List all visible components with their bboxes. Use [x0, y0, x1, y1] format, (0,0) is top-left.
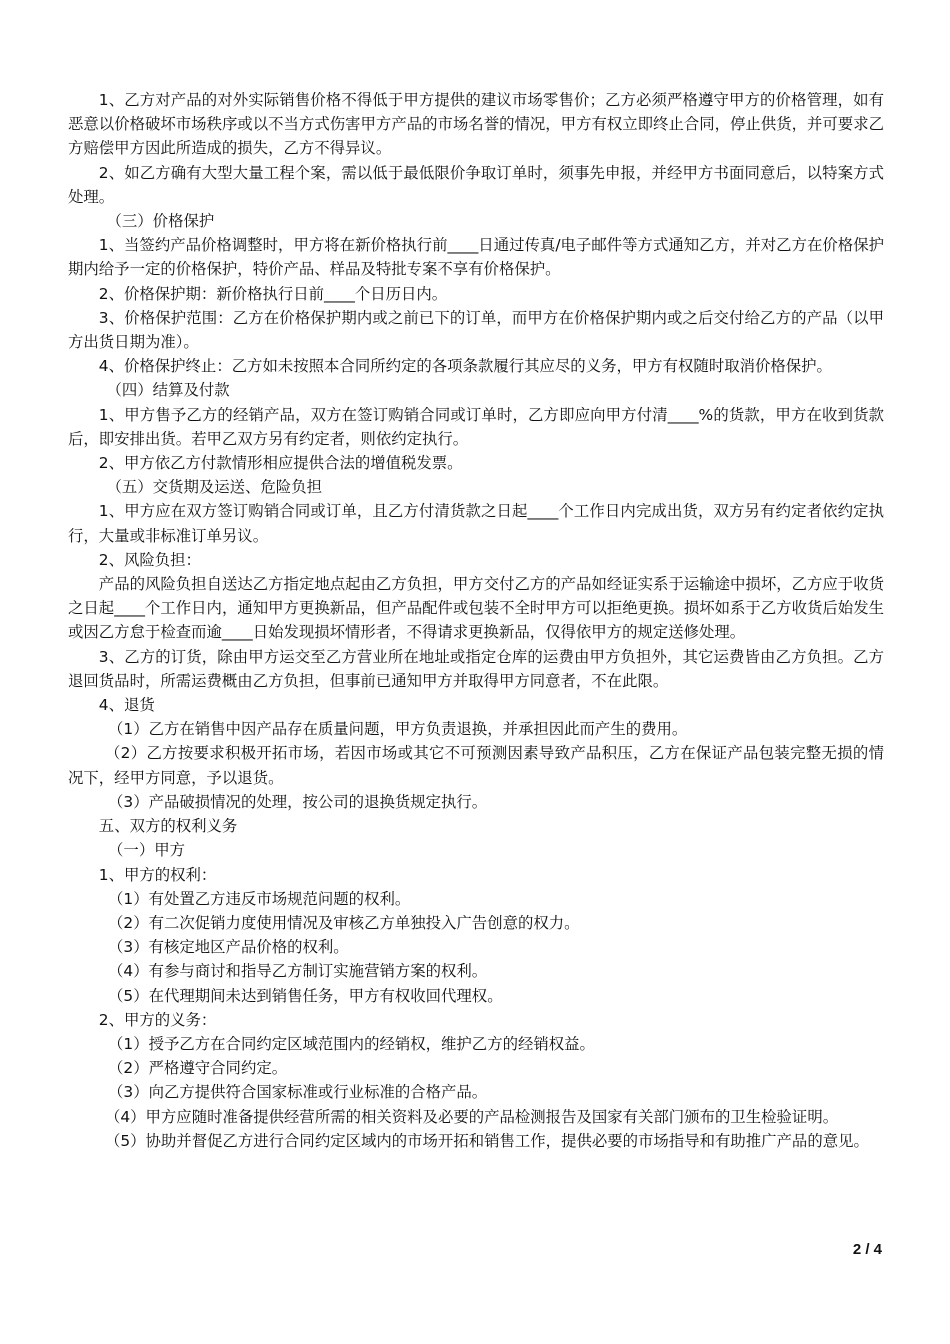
paragraph: 1、当签约产品价格调整时，甲方将在新价格执行前____日通过传真/电子邮件等方式通知乙方，并对乙方在价格保护期内给予一定的价格保护，特价产品、样品及特批专案不享有价格保护。 — [68, 236, 884, 279]
list-item: （2）严格遵守合同约定。 — [108, 1059, 288, 1078]
section-heading: （五）交货期及运送、危险负担 — [106, 478, 322, 497]
paragraph: 2、如乙方确有大型大量工程个案，需以低于最低限价争取订单时，须事先申报，并经甲方书面同意后，以特案方式处理。 — [68, 163, 884, 206]
paragraph: 1、甲方的权利： — [98, 865, 217, 884]
paragraph: 2、风险负担： — [98, 550, 201, 569]
list-item: （5）协助并督促乙方进行合同约定区域内的市场开拓和销售工作，提供必要的市场指导和有助推广产品的意见。 — [104, 1131, 869, 1150]
paragraph: 2、甲方的义务： — [98, 1010, 217, 1029]
paragraph: 4、价格保护终止：乙方如未按照本合同所约定的各项条款履行其应尽的义务，甲方有权随时取消价格保护。 — [98, 357, 832, 376]
section-heading: （一）甲方 — [108, 841, 185, 860]
list-item: （1）乙方在销售中因产品存在质量问题，甲方负责退换，并承担因此而产生的费用。 — [108, 720, 688, 739]
paragraph: 产品的风险负担自送达乙方指定地点起由乙方负担，甲方交付乙方的产品如经证实系于运输途中损坏，乙方应于收货之日起____个工作日内，通知甲方更换新品，但产品配件或包装不全时甲方可以拒绝更换。损坏如系于乙方收货后始发生或因乙方怠于检查而逾____日始发现损坏情形者，不得请求更换新品，仅得依甲方的规定送修处理。 — [68, 575, 884, 642]
list-item: （2）有二次促销力度使用情况及审核乙方单独投入广告创意的权力。 — [108, 913, 580, 932]
paragraph: 3、乙方的订货，除由甲方运交至乙方营业所在地址或指定仓库的运费由甲方负担外，其它运费皆由乙方负担。乙方退回货品时，所需运费概由乙方负担，但事前已通知甲方并取得甲方同意者，不在此限。 — [68, 647, 884, 690]
list-item: （1）有处置乙方违反市场规范问题的权利。 — [108, 889, 411, 908]
list-item: （1）授予乙方在合同约定区域范围内的经销权，维护乙方的经销权益。 — [108, 1034, 595, 1053]
document-body — [68, 88, 884, 1153]
paragraph: 3、价格保护范围：乙方在价格保护期内或之前已下的订单，而甲方在价格保护期内或之后交付给乙方的产品（以甲方出货日期为准）。 — [68, 308, 884, 352]
paragraph: 1、乙方对产品的对外实际销售价格不得低于甲方提供的建议市场零售价；乙方必须严格遵守甲方的价格管理，如有恶意以价格破坏市场秩序或以不当方式伤害甲方产品的市场名誉的情况，甲方有权立即终止合同，停止供货，并可要求乙方赔偿甲方因此所造成的损失，乙方不得异议。 — [68, 91, 884, 158]
paragraph: 1、甲方售予乙方的经销产品，双方在签订购销合同或订单时，乙方即应向甲方付清____%的货款，甲方在收到货款后，即安排出货。若甲乙双方另有约定者，则依约定执行。 — [68, 405, 884, 448]
paragraph: 4、退货 — [98, 696, 155, 715]
section-heading: 五、双方的权利义务 — [98, 817, 238, 836]
list-item: （4）甲方应随时准备提供经营所需的相关资料及必要的产品检测报告及国家有关部门颁布的卫生检验证明。 — [104, 1107, 839, 1126]
list-item: （3）向乙方提供符合国家标准或行业标准的合格产品。 — [108, 1083, 488, 1102]
list-item: （3）产品破损情况的处理，按公司的退换货规定执行。 — [108, 792, 488, 811]
paragraph: 2、价格保护期：新价格执行日前____个日历日内。 — [98, 284, 448, 303]
section-heading: （三）价格保护 — [106, 212, 215, 231]
page-number: 2 / 4 — [852, 1241, 882, 1258]
list-item: （5）在代理期间未达到销售任务，甲方有权收回代理权。 — [108, 986, 503, 1005]
paragraph: 1、甲方应在双方签订购销合同或订单，且乙方付清货款之日起____个工作日内完成出货，双方另有约定者依约定执行，大量或非标准订单另议。 — [68, 502, 884, 545]
list-item: （3）有核定地区产品价格的权利。 — [108, 938, 349, 957]
list-item: （2）乙方按要求积极开拓市场，若因市场或其它不可预测因素导致产品积压，乙方在保证产品包装完整无损的情况下，经甲方同意，予以退货。 — [68, 744, 884, 787]
list-item: （4）有参与商讨和指导乙方制订实施营销方案的权利。 — [108, 962, 488, 981]
section-heading: （四）结算及付款 — [106, 381, 230, 400]
paragraph: 2、甲方依乙方付款情形相应提供合法的增值税发票。 — [98, 454, 463, 473]
